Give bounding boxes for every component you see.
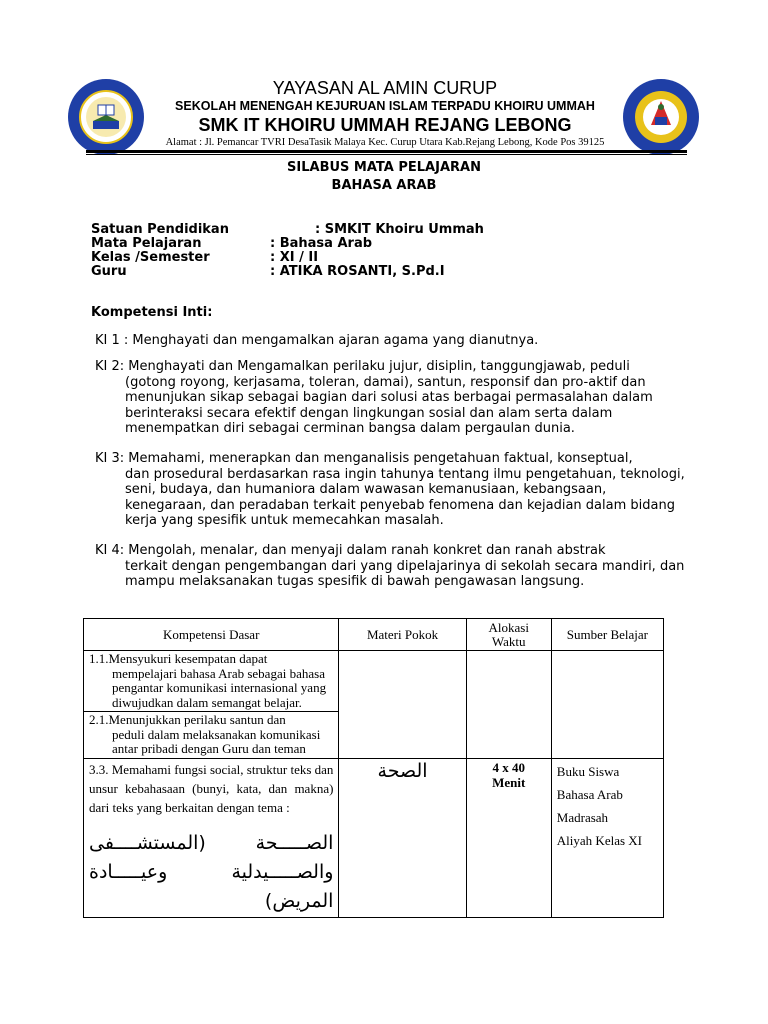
table-cell: [339, 758, 466, 917]
info-value: : ATIKA ROSANTI, S.Pd.I: [270, 264, 445, 279]
table-header-row: [84, 619, 664, 651]
ki-text: KI 2: Menghayati dan Mengamalkan perilaku jujur, disiplin, tanggungjawab, peduli: [95, 359, 630, 374]
kd-text-continued: mempelajari bahasa Arab sebagai bahasa pengantar komunikasi internasional yang diwujudkan dalam semangat belajar.: [112, 665, 327, 710]
table-cell: [84, 758, 339, 917]
column-header: Alokasi Waktu: [466, 619, 551, 651]
table-cell: [466, 758, 551, 917]
ki-text-continued: terkait dengan pengembangan dari yang dipelajarinya di sekolah secara mandiri, dan mampu melaksanakan tugas spesifik di bawah pengawasan langsung.: [125, 558, 685, 589]
kd-arabic-theme: الصـــــحة (المستشــــفى والصـــــيدلية وعيـــــادة المريض): [89, 831, 334, 912]
document-subject: BAHASA ARAB: [331, 178, 437, 193]
alokasi-value: 4 x 40: [492, 759, 525, 775]
school-full-name: SEKOLAH MENENGAH KEJURUAN ISLAM TERPADU KHOIRU UMMAH: [175, 99, 595, 113]
school-address: Alamat : Jl. Pemancar TVRI DesaTasik Malaya Kec. Curup Utara Kab.Rejang Lebong, Kode Pos 39125: [165, 137, 605, 148]
ki-text-continued: dan prosedural berdasarkan rasa ingin tahunya tentang ilmu pengetahuan, teknologi, seni, budaya, dan humaniora dalam wawasan kemanusiaan, kebangsaan, kenegaraan, dan peradaban terkait penyebab fenomena dan kejadian dalam bidang kerja yang spesifik untuk memecahkan masalah.: [125, 466, 685, 528]
ki-text-continued: (gotong royong, kerjasama, toleran, damai), santun, responsif dan pro-aktif dan menunjukan sikap sebagai bagian dari solusi atas berbagai permasalahan dalam berinteraksi secara efektif dengan lingkungan sosial dan alam serta dalam menempatkan diri sebagai cerminan bangsa dalam pergaulan dunia.: [125, 374, 653, 436]
info-label: Kelas /Semester: [91, 250, 210, 265]
foundation-name: YAYASAN AL AMIN CURUP: [272, 78, 498, 98]
core-competence-item: [95, 451, 685, 529]
basic-competence-table: [83, 618, 664, 918]
ki-text: KI 1 : Menghayati dan mengamalkan ajaran agama yang dianutnya.: [95, 333, 539, 348]
kd-text: 1.1.Mensyukuri kesempatan dapat: [89, 651, 268, 666]
info-value: : SMKIT Khoiru Ummah: [315, 222, 484, 237]
header-divider-thin: [86, 154, 687, 155]
table-cell: [551, 758, 663, 917]
school-logo-left: [66, 77, 146, 157]
core-competence-item: [95, 543, 685, 590]
ki-text: KI 4: Mengolah, menalar, dan menyaji dalam ranah konkret dan ranah abstrak: [95, 543, 606, 558]
info-value: : Bahasa Arab: [270, 236, 373, 251]
column-header: Sumber Belajar: [551, 619, 663, 651]
header-divider-thick: [86, 150, 687, 153]
column-header: Materi Pokok: [339, 619, 466, 651]
sumber-line: Bahasa Arab: [556, 786, 623, 802]
foundation-logo-right: [621, 77, 701, 157]
table-row: [84, 758, 664, 917]
info-label: Guru: [91, 264, 127, 279]
materi-pokok: الصحة: [377, 759, 428, 782]
alokasi-unit: Menit: [492, 774, 526, 790]
core-competence-item: [95, 333, 685, 349]
core-competence-item: [95, 359, 685, 437]
ki-text: KI 3: Memahami, menerapkan dan menganalisis pengetahuan faktual, konseptual,: [95, 451, 633, 466]
core-competence-heading: Kompetensi Inti:: [91, 305, 213, 320]
info-label: Mata Pelajaran: [91, 236, 202, 251]
document-title: SILABUS MATA PELAJARAN: [287, 160, 481, 175]
sumber-line: Madrasah: [556, 809, 609, 825]
table-cell: [339, 651, 466, 759]
kd-text: 2.1.Menunjukkan perilaku santun dan: [89, 712, 286, 727]
info-value: : XI / II: [270, 250, 319, 265]
alokasi-waktu: [472, 760, 546, 790]
sumber-belajar: [557, 760, 658, 852]
kd-text-continued: peduli dalam melaksanakan komunikasi antar pribadi dengan Guru dan teman: [112, 726, 321, 756]
table-row: [84, 651, 664, 712]
column-header: Kompetensi Dasar: [84, 619, 339, 651]
table-cell: [84, 712, 339, 759]
letterhead: [150, 78, 620, 149]
table-cell: [551, 651, 663, 759]
sumber-line: Aliyah Kelas XI: [556, 832, 642, 848]
school-short-name: SMK IT KHOIRU UMMAH REJANG LEBONG: [198, 115, 572, 135]
table-cell: [84, 651, 339, 712]
kd-text: 3.3. Memahami fungsi social, struktur teks dan unsur kebahasaan (bunyi, kata, dan makna) dari teks yang berkaitan dengan tema :: [89, 761, 334, 815]
info-label: Satuan Pendidikan: [91, 222, 229, 237]
sumber-line: Buku Siswa: [556, 763, 620, 779]
table-cell: [466, 651, 551, 759]
